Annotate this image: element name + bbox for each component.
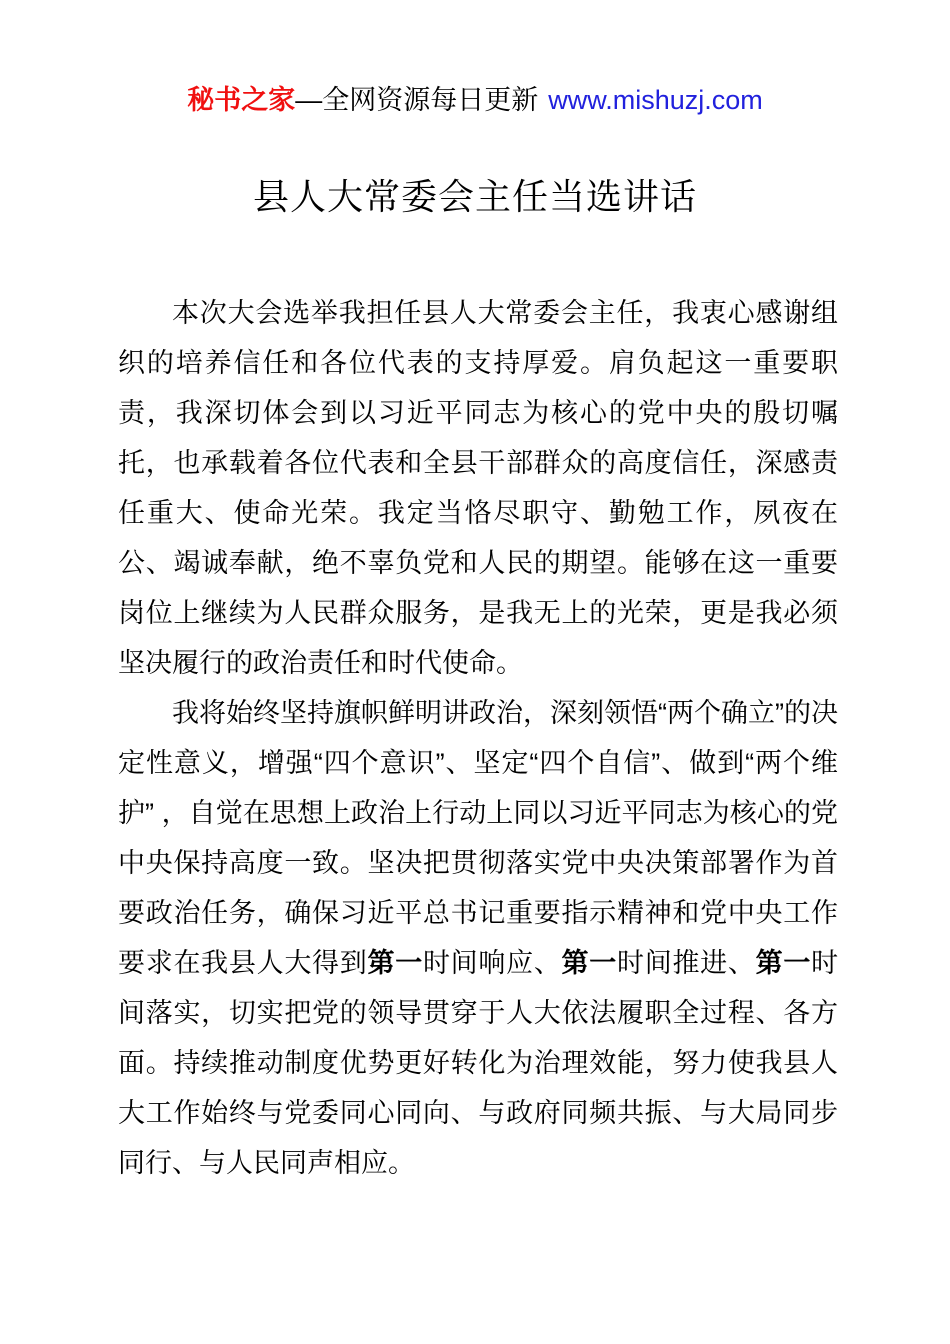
paragraph-text: 本次大会选举我担任县人大常委会主任，我衷心感谢组织的培养信任和各位代表的支持厚爱。肩负起这一重要职责，我深切体会到以习近平同志为核心的党中央的殷切嘱托，也承载着各位代表和全县干部群众的高度信任，深感责任重大、使命光荣。我定当恪尽职守、勤勉工作，夙夜在公、竭诚奉献，绝不辜负党和人民的期望。能够在这一重要岗位上继续为人民群众服务，是我无上的光荣，更是我必须坚决履行的政治责任和时代使命。 bbox=[118, 298, 838, 678]
site-name-text: 秘书之家 bbox=[187, 85, 296, 115]
paragraph-text: 时间落实，切实把党的领导贯穿于人大依法履职全过程、各方面。持续推动制度优势更好转化为治理效能，努力使我县人大工作始终与党委同心同向、与政府同频共振、与大局同步同行、与人民同声相应。 bbox=[118, 948, 839, 1178]
bold-emphasis-text: 第一 bbox=[367, 948, 423, 978]
document-title: 县人大常委会主任当选讲话 bbox=[252, 176, 697, 217]
site-url-link[interactable]: www.mishuzj.com bbox=[548, 85, 763, 115]
paragraph bbox=[118, 688, 838, 1188]
document-body bbox=[118, 288, 838, 1188]
paragraph-text: 我将始终坚持旗帜鲜明讲政治，深刻领悟“两个确立”的决定性意义，增强“四个意识”、坚定“四个自信”、做到“两个维护” ，自觉在思想上政治上行动上同以习近平同志为核心的党中央保持高度一致。坚决把贯彻落实党中央决策部署作为首要政治任务，确保习近平总书记重要指示精神和党中央工作要求在我县人大得到 bbox=[118, 698, 838, 978]
bold-emphasis-text: 第一 bbox=[561, 948, 617, 978]
paragraph bbox=[118, 288, 838, 688]
site-header bbox=[0, 0, 950, 116]
site-tagline-text: —全网资源每日更新 bbox=[295, 85, 539, 115]
paragraph-text: 时间响应、 bbox=[422, 948, 562, 978]
paragraph-text: 时间推进、 bbox=[617, 948, 756, 978]
bold-emphasis-text: 第一 bbox=[755, 948, 812, 978]
